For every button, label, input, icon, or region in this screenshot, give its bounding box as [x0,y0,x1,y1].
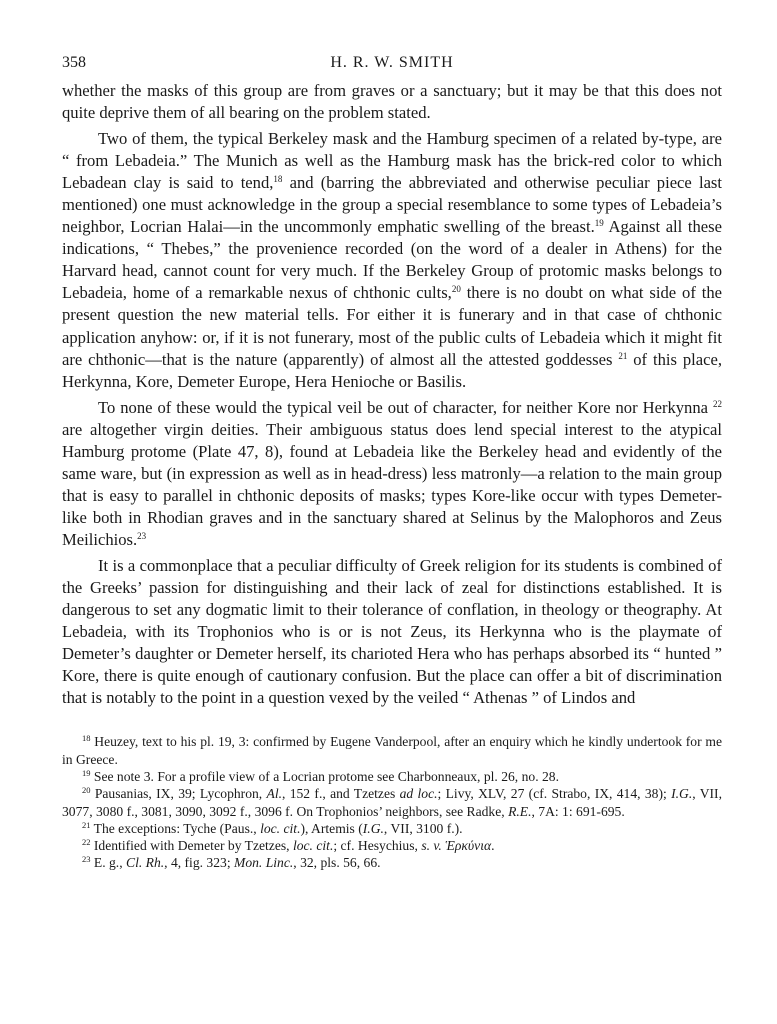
text-run: , 152 f., and Tzetzes [282,786,400,802]
text-run: , 32, pls. 56, 66. [293,855,381,871]
italic-text: ad loc. [399,786,438,802]
text-run: Two of them, the typical Berkeley mask and the Hamburg specimen of a related by-type, are “ from Lebadeia.” The Munich as well as the Hamburg mask has the brick-red color to which Lebadean clay is said to tend, [62,129,722,193]
footnotes [62,733,722,871]
footnote-marker: 18 [273,174,283,185]
footnote-number: 22 [82,837,91,848]
page [62,54,722,872]
page-number: 358 [62,54,86,71]
text-run: of this place, Herkynna, Kore, Demeter Europe, Hera Henioche or Basilis. [62,349,722,391]
text-run: To none of these would the typical veil be out of character, for neither Kore nor Herkynna [98,397,713,417]
footnote [62,733,722,768]
italic-text: s. v. [421,838,442,854]
footnote [62,854,722,871]
text-run: The exceptions: Tyche (Paus., [90,820,261,836]
paragraph [62,128,722,393]
text-run: ; cf. Hesychius, [333,838,422,854]
text-run: ; Livy, XLV, 27 (cf. Strabo, IX, 414, 38); [437,786,672,802]
text-run: Against all these indications, “ Thebes,” the provenience recorded (on the word of a dealer in Athens) for the Harvard head, cannot count for very much. If the Berkeley Group of protomic masks belongs to Lebadeia, home of a remarkable nexus of chthonic cults, [62,217,722,303]
text-run: , 4, fig. 323; [164,855,234,871]
footnote-number: 20 [82,785,91,796]
footnote [62,820,722,837]
footnote-marker: 21 [618,350,628,361]
italic-text: Ἑρκύνια [445,838,492,854]
text-run: whether the masks of this group are from graves or a sanctuary; but it may be that this does not quite deprive them of all bearing on the problem stated. [62,81,722,123]
footnote [62,837,722,854]
text-run: It is a commonplace that a peculiar difficulty of Greek religion for its students is combined of the Greeks’ passion for distinguishing and their lack of zeal for distinctions established. It is dangerous to set any dogmatic limit to their tolerance of conflation, in theology or theography. At Lebadeia, with its Trophonios who is or is not Zeus, its Herkynna who is the playmate of Demeter’s daughter or Demeter herself, its charioted Hera who has perhaps absorbed its “ hunted ” Kore, there is quite enough of cautionary confusion. But the place can offer a bit of discrimination that is notably to the point in a question vexed by the veiled “ Athenas ” of Lindos and [62,555,722,708]
footnote-number: 23 [82,854,91,865]
text-run: there is no doubt on what side of the present question the new material tells. For either it is funerary and in that case of chthonic application anyhow: or, if it is not funerary, most of the public cults of Lebadeia which it might fit are chthonic—that is the nature (apparently) of almost all the attested goddesses [62,283,722,369]
footnote [62,785,722,820]
italic-text: Mon. Linc. [234,855,294,871]
page-header [62,54,722,80]
text-run: Identified with Demeter by Tzetzes, [90,838,293,854]
text-run: , 7A: 1: 691-695. [531,803,625,819]
italic-text: loc. cit. [292,838,334,854]
paragraph [62,397,722,551]
italic-text: loc. cit. [260,820,301,836]
footnote-number: 18 [82,733,91,744]
footnote [62,768,722,785]
text-run: Pausanias, IX, 39; Lycophron, [90,786,267,802]
text-run: E. g., [90,855,126,871]
footnote-marker: 23 [137,530,147,541]
text-run: , VII, 3100 f.). [383,820,463,836]
footnote-number: 19 [82,767,91,778]
italic-text: Al. [266,786,282,802]
italic-text: Cl. Rh. [126,855,165,871]
text-run: ), Artemis ( [300,820,363,836]
text-run: and (barring the abbreviated and otherwise peculiar piece last mentioned) one must acknowledge in the group a special resemblance to some types of Lebadeia’s neighbor, Locrian Halai—in the uncommonly emphatic swelling of the breast. [62,173,722,237]
text-run: See note 3. For a profile view of a Locrian protome see Charbonneaux, pl. 26, no. 28. [90,768,559,784]
paragraph [62,555,722,709]
body-text [62,80,722,709]
text-run: Heuzey, text to his pl. 19, 3: confirmed by Eugene Vanderpool, after an enquiry which he kindly undertook for me in Greece. [62,734,722,767]
italic-text: I.G. [362,820,384,836]
footnote-marker: 22 [713,398,722,409]
footnote-marker: 20 [451,284,461,295]
paragraph [62,80,722,124]
running-head: H. R. W. SMITH [330,54,454,71]
italic-text: I.G. [671,786,693,802]
italic-text: R.E. [508,803,532,819]
text-run: are altogether virgin deities. Their ambiguous status does lend special interest to the atypical Hamburg protome (Plate 47, 8), found at Lebadeia like the Berkeley head and evidently of the same ware, but (in expression as well as in head-dress) less matronly—a relation to the main group that is easy to parallel in chthonic deposits of masks; types Kore-like occur with types Demeter-like both in Rhodian graves and in the sanctuary shared at Selinus by the Malophoros and Zeus Meilichios. [62,419,722,549]
footnote-marker: 19 [594,218,604,229]
text-run: , VII, 3077, 3080 f., 3081, 3090, 3092 f., 3096 f. On Trophonios’ neighbors, see Radke, [62,786,722,819]
text-run: . [491,838,495,854]
footnote-number: 21 [82,819,91,830]
